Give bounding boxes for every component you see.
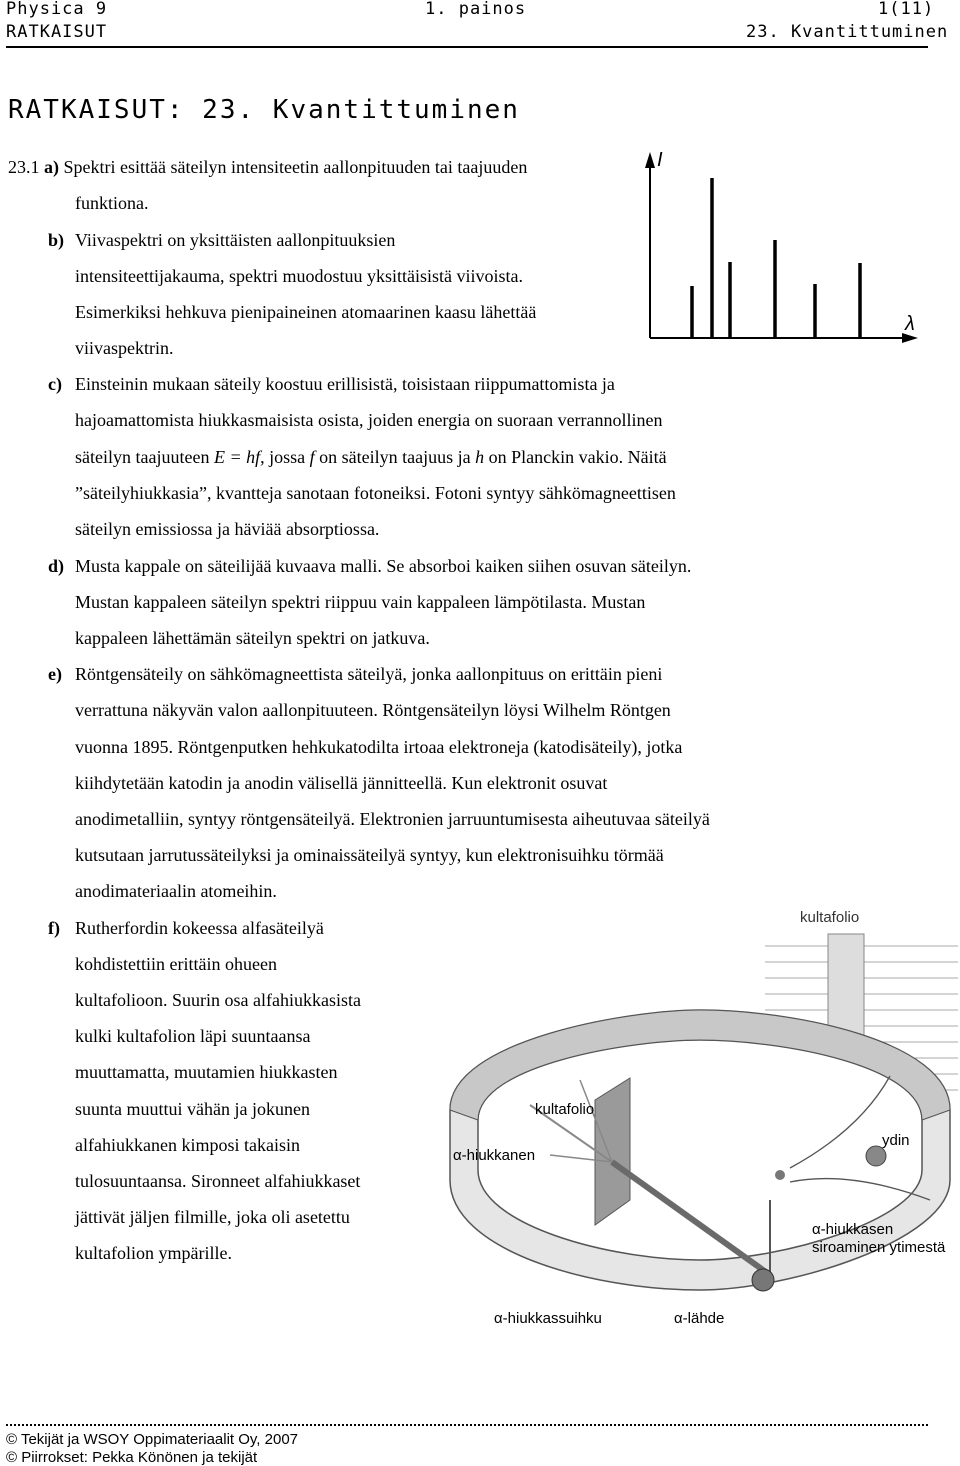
page-number: 1(11) bbox=[878, 0, 935, 19]
answer-f-line-3: kultafolioon. Suurin osa alfahiukkasista bbox=[75, 990, 361, 1010]
label-foil: kultafolio bbox=[535, 1101, 595, 1118]
planck-equation: E = hf bbox=[213, 447, 261, 467]
answer-b-line-2: intensiteettijakauma, spektri muodostuu yksittäisistä viivoista. bbox=[75, 266, 523, 286]
answer-f-line-6: suunta muuttui vähän ja jokunen bbox=[75, 1099, 310, 1119]
intensity-axis-arrow bbox=[645, 152, 655, 168]
label-foil-inset: kultafolio bbox=[800, 909, 860, 926]
answer-f-line-8: tulosuuntaansa. Sironneet alfahiukkaset bbox=[75, 1171, 361, 1191]
answer-d-line-1: Musta kappale on säteilijää kuvaava malli. Se absorboi kaiken siihen osuvan säteilyn. bbox=[75, 556, 692, 576]
c3-mid2: on säteilyn taajuus ja bbox=[314, 447, 476, 467]
axis-label-wavelength: λ bbox=[905, 313, 915, 335]
label-a: a) bbox=[44, 157, 59, 177]
alpha-source bbox=[752, 1269, 774, 1291]
answer-f-line-1: Rutherfordin kokeessa alfasäteilyä bbox=[75, 918, 324, 938]
label-scattering-2: siroaminen ytimestä bbox=[812, 1239, 946, 1256]
gold-foil bbox=[595, 1078, 630, 1225]
problem-number: 23.1 bbox=[8, 157, 40, 177]
answer-a-line-1 bbox=[8, 156, 527, 178]
section-label: RATKAISUT bbox=[6, 22, 108, 42]
answer-d-line-2: Mustan kappaleen säteilyn spektri riippuu vain kappaleen lämpötilasta. Mustan bbox=[75, 592, 646, 612]
label-nucleus: ydin bbox=[882, 1132, 910, 1149]
answer-c-line-2: hajoamattomista hiukkasmaisista osista, joiden energia on suoraan verrannollinen bbox=[75, 410, 663, 430]
answer-f-line-7: alfahiukkanen kimposi takaisin bbox=[75, 1135, 300, 1155]
footer-illustrations: © Piirrokset: Pekka Könönen ja tekijät bbox=[6, 1449, 258, 1466]
alpha-particle bbox=[775, 1170, 785, 1180]
line-spectrum-figure bbox=[640, 148, 940, 358]
header-rule bbox=[6, 46, 928, 48]
answer-e-line-7: anodimateriaalin atomeihin. bbox=[75, 881, 277, 901]
symbol-f: f bbox=[309, 447, 315, 467]
answer-f-line-2: kohdistettiin erittäin ohueen bbox=[75, 954, 277, 974]
label-d: d) bbox=[48, 556, 65, 576]
rutherford-experiment-figure bbox=[430, 900, 960, 1340]
answer-e-line-2: verrattuna näkyvän valon aallonpituuteen. Röntgensäteilyn löysi Wilhelm Röntgen bbox=[75, 700, 671, 720]
label-alpha-beam: α-hiukkassuihku bbox=[494, 1310, 602, 1327]
answer-b-line-3: Esimerkiksi hehkuva pienipaineinen atomaarinen kaasu lähettää bbox=[75, 302, 537, 322]
answer-b-line-1: Viivaspektri on yksittäisten aallonpituuksien bbox=[75, 230, 396, 250]
answer-e-line-1: Röntgensäteily on sähkömagneettista säteilyä, jonka aallonpituus on erittäin pieni bbox=[75, 664, 663, 684]
edition: 1. painos bbox=[425, 0, 527, 19]
chapter-label: 23. Kvantittuminen bbox=[746, 22, 949, 42]
answer-c-line-3 bbox=[75, 446, 667, 468]
label-alpha-source: α-lähde bbox=[674, 1310, 725, 1327]
answer-f-line-4: kulki kultafolion läpi suuntaansa bbox=[75, 1026, 311, 1046]
answer-a-line-2: funktiona. bbox=[75, 193, 149, 213]
answer-e-line-6: kutsutaan jarrutussäteilyksi ja ominaissäteilyä syntyy, kun elektronisuihku törmää bbox=[75, 845, 664, 865]
label-e: e) bbox=[48, 664, 62, 684]
answer-c-line-5: säteilyn emissiossa ja häviää absorptiossa. bbox=[75, 519, 380, 539]
footer-rule bbox=[6, 1424, 928, 1426]
answer-b-line-4: viivaspektrin. bbox=[75, 338, 174, 358]
c3-pre: säteilyn taajuuteen bbox=[75, 447, 214, 467]
answer-c-line-4: ”säteilyhiukkasia”, kvantteja sanotaan fotoneiksi. Fotoni syntyy sähkömagneettisen bbox=[75, 483, 676, 503]
answer-a-text-1: Spektri esittää säteilyn intensiteetin aallonpituuden tai taajuuden bbox=[63, 157, 528, 177]
label-alpha-particle: α-hiukkanen bbox=[453, 1147, 536, 1164]
answer-e-line-5: anodimetalliin, syntyy röntgensäteilyä. Elektronien jarruuntumisesta aiheutuvaa säteilyä bbox=[75, 809, 710, 829]
answer-e-line-4: kiihdytetään katodin ja anodin välisellä jännitteellä. Kun elektronit osuvat bbox=[75, 773, 608, 793]
axis-label-intensity: I bbox=[657, 149, 663, 171]
answer-e-line-3: vuonna 1895. Röntgenputken hehkukatodilta irtoaa elektroneja (katodisäteily), jotka bbox=[75, 737, 683, 757]
answer-f-line-5: muuttamatta, muutamien hiukkasten bbox=[75, 1062, 338, 1082]
label-scattering-1: α-hiukkasen bbox=[812, 1221, 894, 1238]
page-title: RATKAISUT: 23. Kvantittuminen bbox=[8, 95, 520, 125]
answer-f-line-9: jättivät jäljen filmille, joka oli asetettu bbox=[75, 1207, 350, 1227]
label-b: b) bbox=[48, 230, 65, 250]
nucleus bbox=[866, 1146, 886, 1166]
symbol-h: h bbox=[475, 447, 485, 467]
footer-copyright: © Tekijät ja WSOY Oppimateriaalit Oy, 2007 bbox=[6, 1431, 299, 1448]
book-title: Physica 9 bbox=[6, 0, 108, 19]
answer-d-line-3: kappaleen lähettämän säteilyn spektri on jatkuva. bbox=[75, 628, 430, 648]
answer-f-line-10: kultafolion ympärille. bbox=[75, 1243, 232, 1263]
label-f: f) bbox=[48, 918, 60, 938]
label-c: c) bbox=[48, 374, 62, 394]
c3-mid1: , jossa bbox=[260, 447, 310, 467]
c3-post: on Planckin vakio. Näitä bbox=[484, 447, 667, 467]
answer-c-line-1: Einsteinin mukaan säteily koostuu erillisistä, toisistaan riippumattomista ja bbox=[75, 374, 615, 394]
